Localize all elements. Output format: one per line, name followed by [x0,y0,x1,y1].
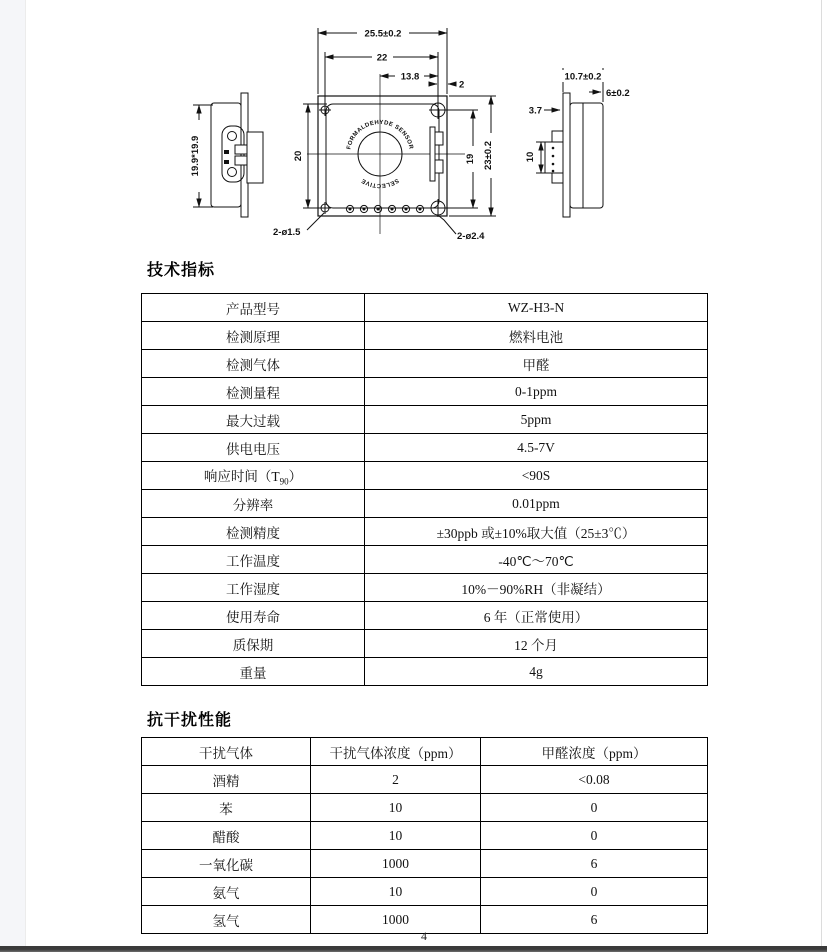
spec-label-cell: 检测精度 [142,518,365,546]
ring-text-bottom: SELECTIVE [360,176,400,189]
spec-table [141,293,708,686]
spec-value-cell: 4.5-7V [365,434,708,462]
left-side-view [192,93,263,217]
spec-row [142,322,708,350]
spec-section-heading: 技术指标 [147,262,216,279]
dim-connector-height: 10 [525,151,536,163]
dim-center-offset: 13.8 [400,71,420,83]
spec-label-cell: 重量 [142,658,365,686]
dim-side-overall-width: 10.7±0.2 [564,71,602,83]
spec-value-cell: 4g [365,658,708,686]
interference-header-cell: 干扰气体浓度（ppm） [311,738,481,766]
spec-label-cell: 工作湿度 [142,574,365,602]
spec-value-cell: 12 个月 [365,630,708,658]
right-side-view [536,68,610,217]
spec-row [142,518,708,546]
dim-inner-height: 20 [293,150,304,162]
page-left-margin [0,0,26,946]
page-bottom-edge [0,946,827,952]
spec-value-cell: -40℃～70℃ [365,546,708,574]
spec-label-cell: 产品型号 [142,294,365,322]
interference-concentration-cell: 10 [311,822,481,850]
spec-value-cell: 10%－90%RH（非凝结） [365,574,708,602]
formaldehyde-reading-cell: 6 [481,906,708,934]
dim-large-holes: 2-ø2.4 [457,231,485,242]
formaldehyde-reading-cell: 0 [481,878,708,906]
spec-label-cell: 使用寿命 [142,602,365,630]
spec-row [142,350,708,378]
spec-label-cell: 质保期 [142,630,365,658]
interference-concentration-cell: 10 [311,878,481,906]
formaldehyde-reading-cell: 0 [481,822,708,850]
interference-concentration-cell: 10 [311,794,481,822]
dim-hole-span-width: 22 [376,52,388,64]
interference-row [142,850,708,878]
interference-concentration-cell: 1000 [311,850,481,878]
dim-hole-span-height: 19 [465,153,476,165]
spec-label-cell: 分辨率 [142,490,365,518]
formaldehyde-reading-cell: 6 [481,850,708,878]
interference-row [142,794,708,822]
spec-row [142,294,708,322]
interference-gas-cell: 酒精 [142,766,311,794]
interference-header-cell: 干扰气体 [142,738,311,766]
interference-section-heading: 抗干扰性能 [147,712,233,729]
spec-row [142,462,708,490]
dim-edge-gap: 2 [459,79,465,91]
spec-value-cell: WZ-H3-N [365,294,708,322]
page-number: 4 [421,929,427,943]
interference-table [141,737,708,934]
dimension-drawing [145,20,655,245]
spec-row [142,378,708,406]
spec-row [142,602,708,630]
spec-label-cell: 检测气体 [142,350,365,378]
dim-body-thickness: 6±0.2 [606,88,630,99]
formaldehyde-reading-cell: 0 [481,794,708,822]
spec-row [142,630,708,658]
interference-concentration-cell: 1000 [311,906,481,934]
spec-value-cell: ±30ppb 或±10%取大值（25±3℃） [365,518,708,546]
spec-row [142,546,708,574]
spec-value-cell: 燃料电池 [365,322,708,350]
interference-gas-cell: 一氧化碳 [142,850,311,878]
dim-overall-height: 23±0.2 [483,141,494,170]
spec-row [142,406,708,434]
interference-gas-cell: 氨气 [142,878,311,906]
page-right-edge [821,0,822,946]
spec-value-cell: 0-1ppm [365,378,708,406]
dim-left-view-face: 19.9*19.9 [190,135,201,177]
interference-row [142,878,708,906]
interference-header-cell: 甲醛浓度（ppm） [481,738,708,766]
spec-value-cell: 6 年（正常使用） [365,602,708,630]
spec-label-cell: 工作温度 [142,546,365,574]
dim-pcb-offset: 3.7 [528,105,542,117]
spec-value-cell: 甲醛 [365,350,708,378]
spec-label-cell: 最大过载 [142,406,365,434]
interference-header-row [142,738,708,766]
mounting-holes [319,101,447,217]
interference-gas-cell: 氢气 [142,906,311,934]
spec-label-cell: 供电电压 [142,434,365,462]
spec-row [142,658,708,686]
interference-concentration-cell: 2 [311,766,481,794]
dim-small-holes: 2-ø1.5 [273,227,301,238]
formaldehyde-reading-cell: <0.08 [481,766,708,794]
spec-row [142,574,708,602]
interference-row [142,822,708,850]
spec-label-cell: 检测原理 [142,322,365,350]
dim-overall-width: 25.5±0.2 [364,28,402,40]
pin-holes [346,205,423,212]
spec-row [142,490,708,518]
connector-block [545,142,563,173]
spec-value-cell: <90S [365,462,708,490]
spec-row [142,434,708,462]
spec-label-cell: 检测量程 [142,378,365,406]
interference-gas-cell: 苯 [142,794,311,822]
interference-gas-cell: 醋酸 [142,822,311,850]
spec-value-cell: 0.01ppm [365,490,708,518]
spec-value-cell: 5ppm [365,406,708,434]
ring-text-top: FORMALDEHYDE SENSOR [346,119,414,151]
spec-label-cell: 响应时间$(T_{90})$ [142,462,365,490]
interference-row [142,766,708,794]
document-page [26,0,822,946]
